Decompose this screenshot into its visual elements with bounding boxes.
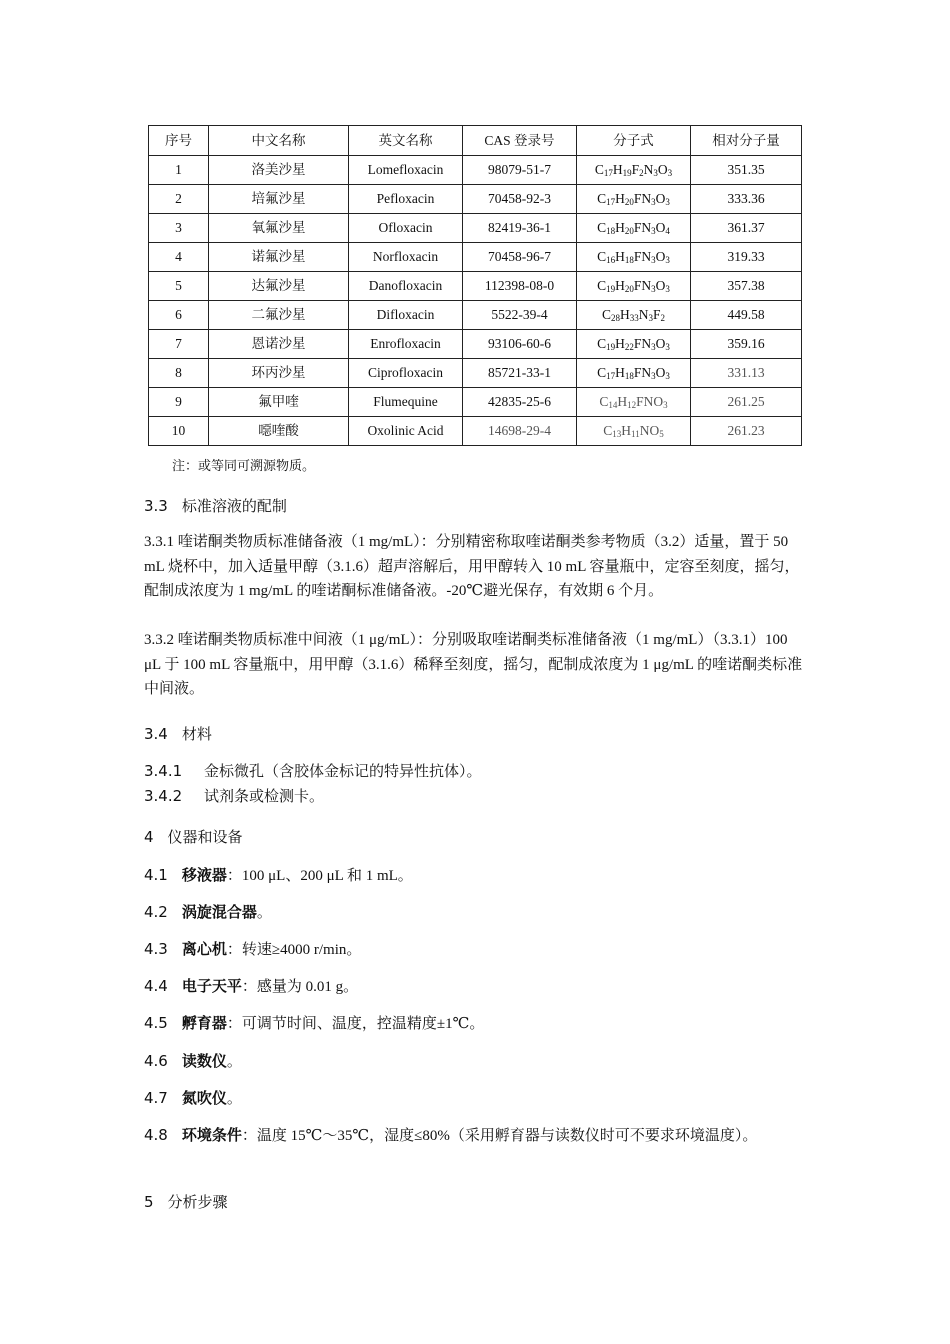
cell-cn: 诺氟沙星: [209, 243, 349, 272]
table-row: [149, 359, 802, 388]
cell-cn: 洛美沙星: [209, 156, 349, 185]
cell-cn: 噁喹酸: [209, 417, 349, 446]
formula-element: FN: [633, 249, 652, 264]
formula-subscript: 3: [651, 371, 656, 381]
item-label: 读数仪: [181, 1052, 227, 1070]
formula-element: FNO: [636, 394, 664, 409]
section-title: 材料: [181, 725, 212, 743]
formula-subscript: 3: [665, 255, 670, 265]
item-text: 试剂条或检测卡。: [204, 789, 325, 805]
item-number: 4.1: [144, 866, 168, 884]
formula-element: C: [597, 365, 607, 380]
formula-subscript: 18: [624, 371, 634, 381]
equipment-item: [144, 1050, 242, 1071]
section-number: 3.4: [144, 725, 168, 743]
section-title: 标准溶液的配制: [181, 497, 287, 515]
formula-element: C: [597, 220, 607, 235]
formula-element: H: [615, 220, 625, 235]
formula-subscript: 3: [651, 284, 656, 294]
formula-subscript: 16: [606, 255, 616, 265]
item-number: 4.4: [144, 977, 168, 995]
formula-subscript: 3: [665, 284, 670, 294]
col-header-no: 序号: [149, 126, 209, 156]
formula-subscript: 18: [606, 226, 616, 236]
equipment-item: [144, 864, 413, 885]
formula-subscript: 3: [653, 168, 658, 178]
item-label: 氮吹仪: [181, 1089, 227, 1107]
formula-element: O: [655, 191, 666, 206]
formula-subscript: 3: [663, 400, 668, 410]
formula-subscript: 20: [624, 284, 634, 294]
formula-element: H: [621, 423, 632, 438]
paragraph-3-3-2: 3.3.2 喹诺酮类物质标准中间液（1 μg/mL）：分别吸取喹诺酮类标准储备液（1 mg/mL）（3.3.1）100 μL 于 100 mL 容量瓶中，用甲醇（3.1.6）稀释至刻度，摇匀，配制成浓度为 1 μg/mL 的喹诺酮类标准中间液。: [144, 632, 803, 697]
formula-element: FN: [633, 191, 652, 206]
cell-en: Lomefloxacin: [349, 156, 463, 185]
item-4-8: [144, 1123, 806, 1149]
formula-element: F: [631, 162, 640, 177]
table-row: [149, 330, 802, 359]
formula-subscript: 3: [665, 197, 670, 207]
cell-en: Pefloxacin: [349, 185, 463, 214]
formula-subscript: 19: [622, 168, 632, 178]
cell-no: 6: [149, 301, 209, 330]
formula-element: O: [655, 365, 666, 380]
formula-subscript: 13: [612, 429, 622, 439]
table-row: [149, 214, 802, 243]
formula-element: NO: [639, 423, 660, 438]
item-number: 4.3: [144, 940, 168, 958]
table-row: [149, 388, 802, 417]
cell-formula: [577, 417, 691, 446]
cell-cn: 恩诺沙星: [209, 330, 349, 359]
formula-element: H: [615, 336, 625, 351]
formula-subscript: 4: [665, 226, 670, 236]
cell-no: 3: [149, 214, 209, 243]
item-label: 离心机: [181, 940, 227, 958]
item-label: 孵育器: [181, 1014, 227, 1032]
formula-subscript: 12: [627, 400, 637, 410]
equipment-item: [144, 1012, 484, 1033]
formula-subscript: 3: [651, 197, 656, 207]
formula-element: O: [655, 249, 666, 264]
cell-mw: 331.13: [691, 359, 802, 388]
cell-formula: [577, 214, 691, 243]
item-3-4-2: [144, 785, 324, 806]
cell-en: Danofloxacin: [349, 272, 463, 301]
formula-element: H: [615, 365, 625, 380]
cell-cn: 氧氟沙星: [209, 214, 349, 243]
cell-cas: 5522-39-4: [463, 301, 577, 330]
item-text: 金标微孔（含胶体金标记的特异性抗体）。: [204, 764, 482, 780]
formula-element: N: [638, 307, 649, 322]
formula-subscript: 19: [606, 342, 616, 352]
col-header-en: 英文名称: [349, 126, 463, 156]
paragraph-3-3-1: 3.3.1 喹诺酮类物质标准储备液（1 mg/mL）：分别精密称取喹诺酮类参考物质（3.2）适量，置于 50 mL 烧杯中，加入适量甲醇（3.1.6）超声溶解后，用甲醇转入 10 mL 容量瓶中，定容至刻度，摇匀，配制成浓度为 1 mg/mL 的喹诺酮标准储备液。-20℃避光保存，有效期 6 个月。: [144, 534, 800, 599]
cell-cn: 二氟沙星: [209, 301, 349, 330]
item-number: 4.7: [144, 1089, 168, 1107]
section-number: 3.3: [144, 497, 168, 515]
table-row: [149, 301, 802, 330]
formula-element: C: [597, 249, 607, 264]
formula-element: FN: [633, 220, 652, 235]
table-note: 注：或等同可溯源物质。: [172, 458, 316, 473]
cell-formula: [577, 243, 691, 272]
section-title: 仪器和设备: [167, 828, 243, 846]
formula-element: N: [643, 162, 654, 177]
cell-en: Ofloxacin: [349, 214, 463, 243]
col-header-cn: 中文名称: [209, 126, 349, 156]
formula-element: FN: [633, 336, 652, 351]
cell-mw: 319.33: [691, 243, 802, 272]
formula-subscript: 3: [651, 255, 656, 265]
formula-element: O: [655, 278, 666, 293]
formula-subscript: 2: [639, 168, 644, 178]
cell-en: Norfloxacin: [349, 243, 463, 272]
formula-subscript: 3: [651, 226, 656, 236]
formula-subscript: 22: [624, 342, 634, 352]
item-number: 4.2: [144, 903, 168, 921]
section-title: 分析步骤: [167, 1193, 228, 1211]
equipment-item: [144, 975, 358, 996]
cell-en: Flumequine: [349, 388, 463, 417]
item-number: 4.8: [144, 1126, 168, 1144]
cell-cas: 14698-29-4: [463, 417, 577, 446]
cell-cas: 42835-25-6: [463, 388, 577, 417]
cell-formula: [577, 359, 691, 388]
cell-no: 5: [149, 272, 209, 301]
cell-no: 10: [149, 417, 209, 446]
formula-element: C: [601, 307, 611, 322]
formula-subscript: 19: [606, 284, 616, 294]
col-header-cas: CAS 登录号: [463, 126, 577, 156]
cell-cas: 82419-36-1: [463, 214, 577, 243]
cell-formula: [577, 330, 691, 359]
cell-cas: 98079-51-7: [463, 156, 577, 185]
cell-cas: 85721-33-1: [463, 359, 577, 388]
cell-mw: 261.23: [691, 417, 802, 446]
cell-no: 8: [149, 359, 209, 388]
cell-cas: 70458-96-7: [463, 243, 577, 272]
formula-element: O: [657, 162, 668, 177]
cell-mw: 357.38: [691, 272, 802, 301]
cell-cn: 培氟沙星: [209, 185, 349, 214]
col-header-formula: 分子式: [577, 126, 691, 156]
formula-element: C: [597, 278, 607, 293]
formula-subscript: 14: [608, 400, 618, 410]
formula-element: H: [615, 278, 625, 293]
formula-element: H: [617, 394, 628, 409]
cell-mw: 333.36: [691, 185, 802, 214]
formula-subscript: 2: [660, 313, 666, 323]
item-text: ：100 μL、200 μL 和 1 mL。: [226, 868, 413, 884]
cell-formula: [577, 272, 691, 301]
cell-cn: 氟甲喹: [209, 388, 349, 417]
table-row: [149, 417, 802, 446]
formula-element: H: [620, 307, 630, 322]
cell-cas: 70458-92-3: [463, 185, 577, 214]
formula-element: FN: [633, 365, 652, 380]
cell-no: 9: [149, 388, 209, 417]
formula-element: FN: [633, 278, 652, 293]
cell-formula: [577, 156, 691, 185]
formula-element: F: [653, 307, 661, 322]
equipment-item: [144, 938, 361, 959]
item-text: 。: [226, 1091, 242, 1107]
cell-en: Difloxacin: [349, 301, 463, 330]
formula-element: C: [599, 394, 609, 409]
section-4-heading: [144, 826, 243, 847]
cell-mw: 361.37: [691, 214, 802, 243]
formula-subscript: 3: [665, 342, 670, 352]
formula-subscript: 5: [659, 429, 664, 439]
item-3-4-1: [144, 760, 482, 781]
item-text: ：可调节时间、温度，控温精度±1℃。: [226, 1016, 485, 1032]
formula-subscript: 33: [629, 313, 639, 323]
formula-subscript: 3: [648, 313, 653, 323]
section-number: 4: [144, 828, 154, 846]
cell-cn: 环丙沙星: [209, 359, 349, 388]
cell-no: 7: [149, 330, 209, 359]
section-5-heading: [144, 1191, 228, 1212]
formula-subscript: 20: [624, 226, 634, 236]
cell-mw: 449.58: [691, 301, 802, 330]
cell-mw: 351.35: [691, 156, 802, 185]
formula-subscript: 11: [631, 429, 640, 439]
item-label: 环境条件: [181, 1126, 242, 1144]
quinolone-table: [148, 125, 802, 446]
cell-en: Oxolinic Acid: [349, 417, 463, 446]
formula-subscript: 3: [667, 168, 673, 178]
item-label: 移液器: [181, 866, 227, 884]
item-label: 电子天平: [181, 977, 242, 995]
item-label: 涡旋混合器: [181, 903, 257, 921]
formula-subscript: 17: [603, 168, 613, 178]
table-row: [149, 243, 802, 272]
formula-subscript: 18: [624, 255, 634, 265]
table-row: [149, 185, 802, 214]
section-number: 5: [144, 1193, 154, 1211]
cell-mw: 261.25: [691, 388, 802, 417]
item-number: 3.4.1: [144, 762, 183, 780]
table-row: [149, 156, 802, 185]
item-number: 4.6: [144, 1052, 168, 1070]
formula-element: C: [594, 162, 604, 177]
table-body: [149, 156, 802, 446]
cell-formula: [577, 185, 691, 214]
cell-formula: [577, 388, 691, 417]
formula-element: O: [655, 336, 666, 351]
formula-element: C: [597, 336, 607, 351]
cell-no: 4: [149, 243, 209, 272]
item-text: ：温度 15℃～35℃，湿度≤80%（采用孵育器与读数仪时可不要求环境温度）。: [241, 1128, 758, 1144]
cell-cas: 93106-60-6: [463, 330, 577, 359]
formula-subscript: 3: [651, 342, 656, 352]
cell-formula: [577, 301, 691, 330]
formula-element: C: [603, 423, 613, 438]
cell-cn: 达氟沙星: [209, 272, 349, 301]
cell-en: Enrofloxacin: [349, 330, 463, 359]
item-text: 。: [226, 1054, 242, 1070]
formula-subscript: 17: [606, 371, 616, 381]
equipment-item: [144, 901, 272, 922]
table-header-row: [149, 126, 802, 156]
table-row: [149, 272, 802, 301]
cell-no: 2: [149, 185, 209, 214]
formula-subscript: 28: [611, 313, 620, 323]
formula-element: H: [612, 162, 623, 177]
formula-element: O: [655, 220, 666, 235]
item-text: ：感量为 0.01 g。: [241, 979, 359, 995]
item-text: 。: [256, 905, 272, 921]
cell-en: Ciprofloxacin: [349, 359, 463, 388]
cell-cas: 112398-08-0: [463, 272, 577, 301]
cell-mw: 359.16: [691, 330, 802, 359]
section-3-4-heading: [144, 723, 212, 744]
item-text: ：转速≥4000 r/min。: [226, 942, 362, 958]
formula-subscript: 17: [606, 197, 616, 207]
section-3-3-heading: [144, 495, 287, 516]
col-header-mw: 相对分子量: [691, 126, 802, 156]
formula-subscript: 20: [624, 197, 634, 207]
formula-element: H: [615, 249, 625, 264]
formula-subscript: 3: [665, 371, 670, 381]
formula-element: H: [615, 191, 625, 206]
item-number: 4.5: [144, 1014, 168, 1032]
cell-no: 1: [149, 156, 209, 185]
item-number: 3.4.2: [144, 787, 183, 805]
formula-element: C: [597, 191, 607, 206]
equipment-item: [144, 1087, 242, 1108]
